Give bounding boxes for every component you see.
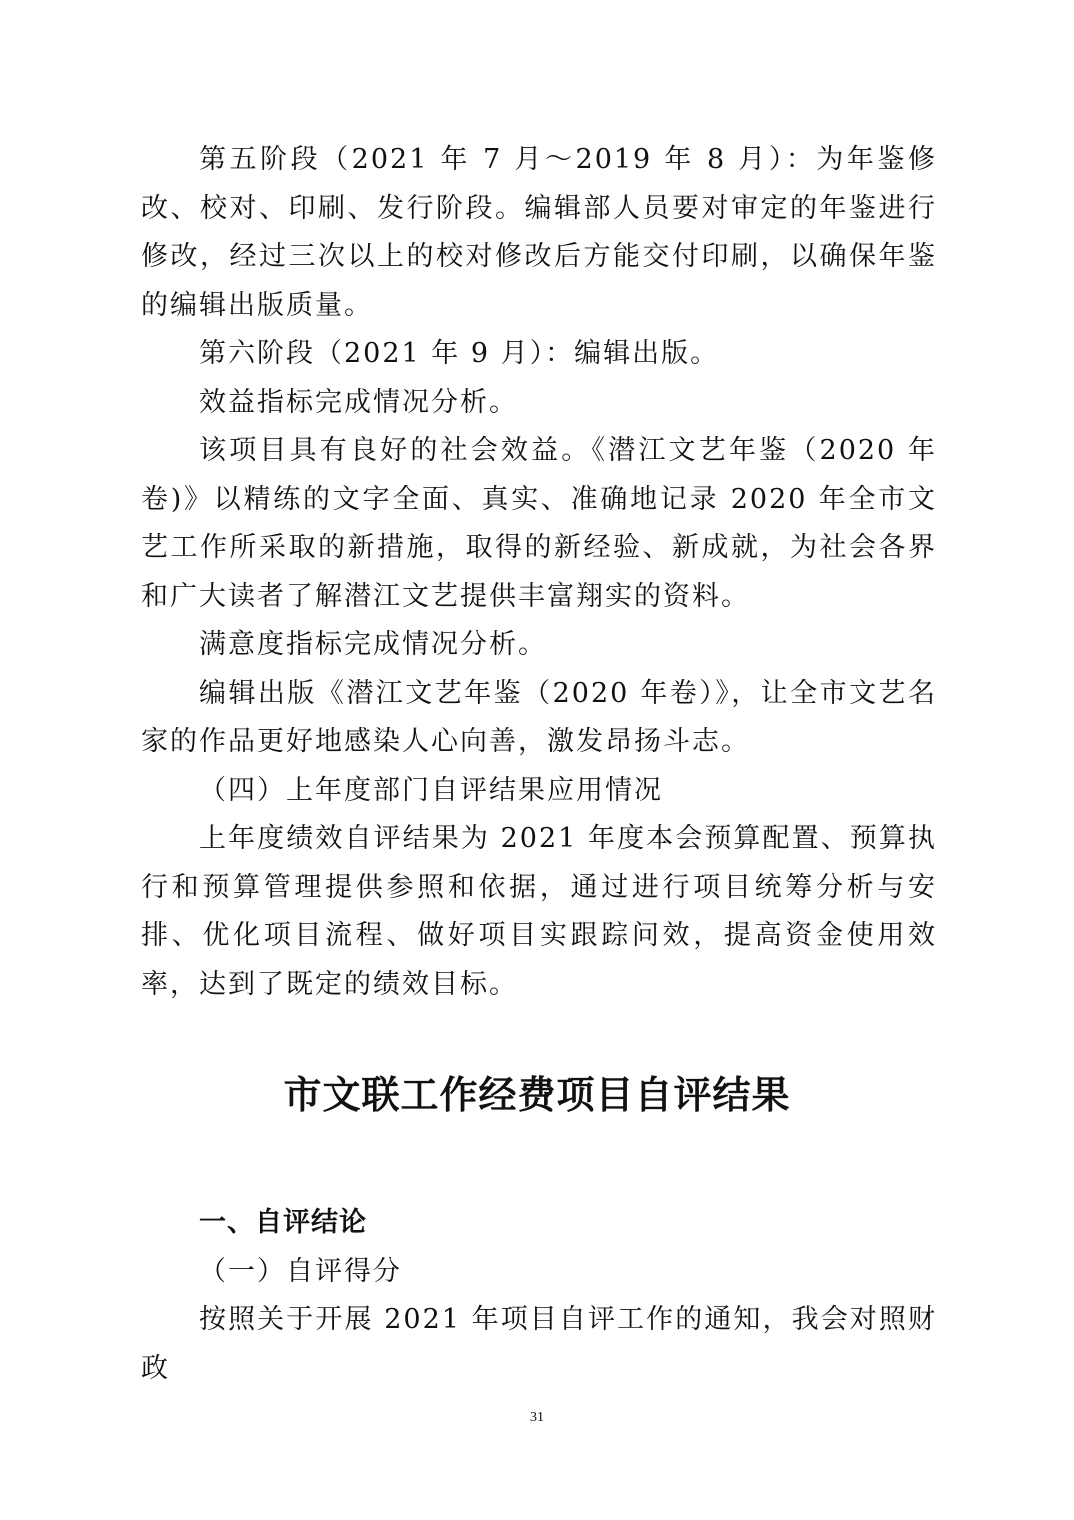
paragraph-score-detail: 按照关于开展 2021 年项目自评工作的通知，我会对照财政 (141, 1304, 937, 1384)
section-heading-score: （一）自评得分 (199, 1255, 402, 1287)
paragraph-stage-five: 第五阶段（2021 年 7 月～2019 年 8 月）：为年鉴修改、校对、印刷、发行阶段。编辑部人员要对审定的年鉴进行修改，经过三次以上的校对修改后方能交付印刷，以确保年鉴的编辑出版质量。 (141, 144, 937, 321)
page-number: 31 (530, 1410, 544, 1425)
paragraph-self-evaluation-application: 上年度绩效自评结果为 2021 年度本会预算配置、预算执行和预算管理提供参照和依据，通过进行项目统筹分析与安排、优化项目流程、做好项目实跟踪问效，提高资金使用效率，达到了既定的绩效目标。 (141, 823, 937, 1000)
section-heading-conclusion: 一、自评结论 (199, 1207, 367, 1238)
paragraph-section-four-heading: （四）上年度部门自评结果应用情况 (199, 774, 663, 806)
document-title: 市文联工作经费项目自评结果 (283, 1073, 791, 1117)
self-evaluation-section (141, 1199, 937, 1393)
paragraph-benefit-detail: 该项目具有良好的社会效益。《潜江文艺年鉴（2020 年卷)》以精练的文字全面、真实、准确地记录 2020 年全市文艺工作所采取的新措施，取得的新经验、新成就，为社会各界和广大读者了解潜江文艺提供丰富翔实的资料。 (141, 435, 937, 612)
paragraph-satisfaction-heading: 满意度指标完成情况分析。 (199, 629, 547, 660)
body-text (141, 136, 937, 1009)
paragraph-satisfaction-detail: 编辑出版《潜江文艺年鉴（2020 年卷）》，让全市文艺名家的作品更好地感染人心向善，激发昂扬斗志。 (141, 677, 937, 757)
paragraph-benefit-heading: 效益指标完成情况分析。 (199, 386, 518, 418)
paragraph-stage-six: 第六阶段（2021 年 9 月）：编辑出版。 (199, 338, 720, 369)
